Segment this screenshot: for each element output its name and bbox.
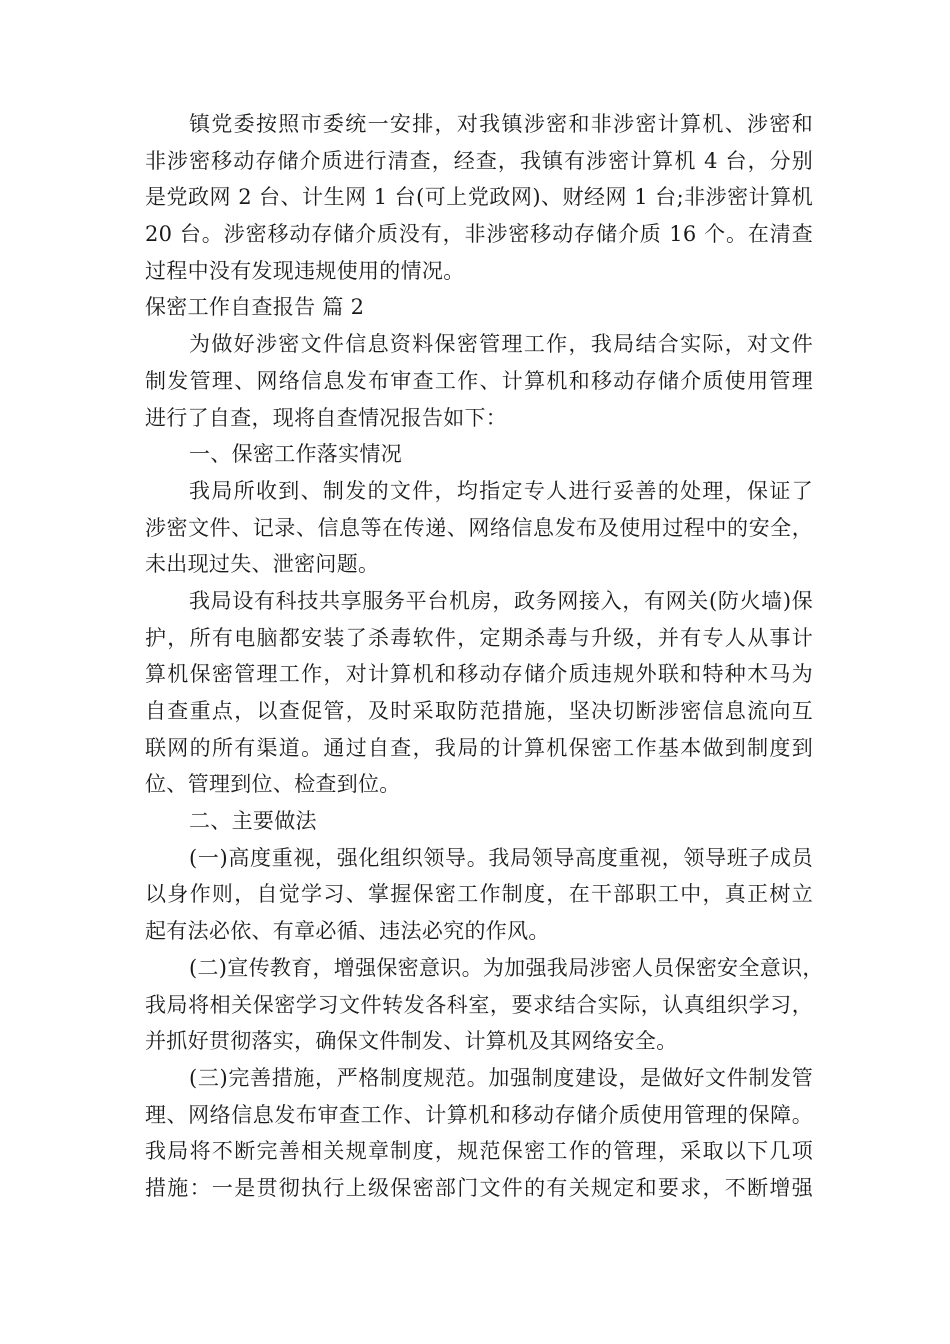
text-line: 未出现过失、泄密问题。	[145, 552, 380, 577]
text-line: 自查重点，以查促管，及时采取防范措施，坚决切断涉密信息流向互	[145, 699, 813, 723]
text-line: 为做好涉密文件信息资料保密管理工作，我局结合实际，对文件	[189, 332, 813, 357]
text-line: 以身作则，自觉学习、掌握保密工作制度，在干部职工中，真正树立	[145, 882, 813, 907]
text-line: 二、主要做法	[189, 809, 317, 834]
text-line: 护，所有电脑都安装了杀毒软件，定期杀毒与升级，并有专人从事计	[145, 625, 813, 650]
text-line: 镇党委按照市委统一安排，对我镇涉密和非涉密计算机、涉密和	[189, 112, 813, 136]
text-line: 理、网络信息发布审查工作、计算机和移动存储介质使用管理的保障。	[145, 1102, 813, 1127]
text-line: 一、保密工作落实情况	[189, 442, 402, 467]
text-line: (三)完善措施，严格制度规范。加强制度建设，是做好文件制发管	[189, 1065, 813, 1090]
text-line: 算机保密管理工作，对计算机和移动存储介质违规外联和特种木马为	[145, 662, 813, 687]
text-line: 20 台。涉密移动存储介质没有，非涉密移动存储介质 16 个。在清查	[145, 222, 813, 247]
text-line: (一)高度重视，强化组织领导。我局领导高度重视，领导班子成员	[189, 845, 813, 870]
text-line: 制发管理、网络信息发布审查工作、计算机和移动存储介质使用管理	[145, 368, 813, 393]
text-line: 非涉密移动存储介质进行清查，经查，我镇有涉密计算机 4 台，分别	[145, 148, 813, 173]
text-line: 我局设有科技共享服务平台机房，政务网接入，有网关(防火墙)保	[189, 588, 813, 613]
document-body	[145, 106, 824, 1207]
text-line: 并抓好贯彻落实，确保文件制发、计算机及其网络安全。	[145, 1029, 678, 1054]
text-line: 保密工作自查报告 篇 2	[145, 295, 365, 320]
text-line: 起有法必依、有章必循、违法必究的作风。	[145, 919, 550, 944]
text-line: 联网的所有渠道。通过自查，我局的计算机保密工作基本做到制度到	[145, 735, 813, 760]
text-line: 我局将不断完善相关规章制度，规范保密工作的管理，采取以下几项	[145, 1139, 813, 1164]
text-line: 位、管理到位、检查到位。	[145, 772, 401, 797]
text-line: 我局所收到、制发的文件，均指定专人进行妥善的处理，保证了	[189, 478, 813, 503]
text-line: 涉密文件、记录、信息等在传递、网络信息发布及使用过程中的安全，	[145, 515, 813, 540]
text-line: (二)宣传教育，增强保密意识。为加强我局涉密人员保密安全意识，	[189, 955, 824, 980]
text-line: 我局将相关保密学习文件转发各科室，要求结合实际，认真组织学习，	[145, 992, 813, 1017]
text-line: 措施：一是贯彻执行上级保密部门文件的有关规定和要求，不断增强	[145, 1175, 813, 1200]
text-line: 进行了自查，现将自查情况报告如下：	[145, 405, 508, 430]
text-line: 是党政网 2 台、计生网 1 台(可上党政网)、财经网 1 台;非涉密计算机	[145, 185, 813, 210]
text-line: 过程中没有发现违规使用的情况。	[145, 258, 465, 283]
